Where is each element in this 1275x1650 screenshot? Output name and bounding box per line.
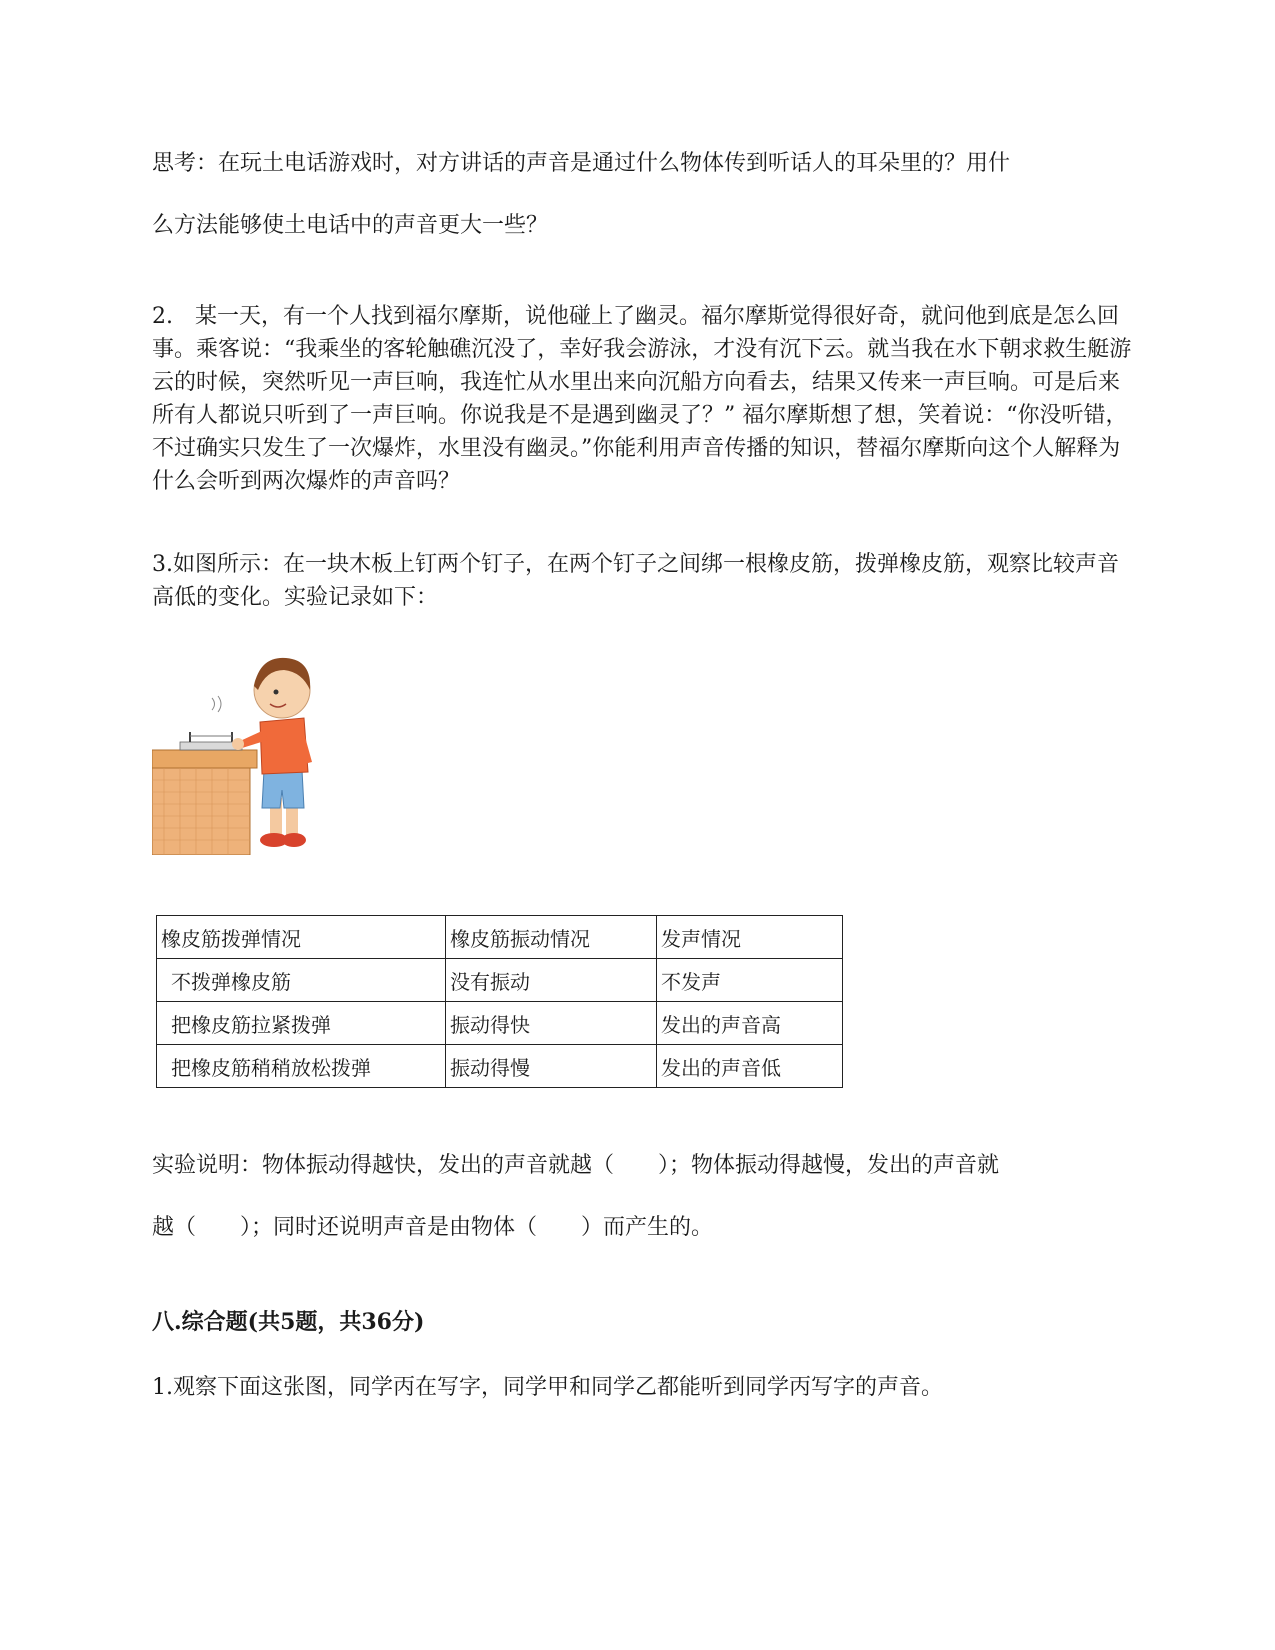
table-header-cell: 发声情况 [657,916,843,959]
section-8-question-1: 1.观察下面这张图，同学丙在写字，同学甲和同学乙都能听到同学丙写字的声音。 [152,1375,943,1400]
experiment-record-table [156,915,843,1088]
table-cell: 没有振动 [446,959,657,1002]
explanation-line-2: 越（ ）；同时还说明声音是由物体（ ）而产生的。 [152,1215,714,1240]
table-cell: 振动得快 [446,1002,657,1045]
table-cell: 振动得慢 [446,1045,657,1088]
table-cell: 把橡皮筋稍稍放松拨弹 [157,1045,446,1088]
illustration-svg [152,650,312,855]
boy-plucking-rubber-band-illustration [152,650,312,855]
table-cell: 把橡皮筋拉紧拨弹 [157,1002,446,1045]
table-cell: 发出的声音低 [657,1045,843,1088]
section-8-heading: 八.综合题(共5题，共36分) [152,1309,425,1335]
table-cell: 不发声 [657,959,843,1002]
table-cell: 不拨弹橡皮筋 [157,959,446,1002]
table-header-row [157,916,843,959]
table-header-cell: 橡皮筋振动情况 [446,916,657,959]
think-question-line-1: 思考：在玩土电话游戏时，对方讲话的声音是通过什么物体传到听话人的耳朵里的？用什 [152,151,1011,176]
question-2-text: 2. 某一天，有一个人找到福尔摩斯，说他碰上了幽灵。福尔摩斯觉得很好奇，就问他到底是怎么回事。乘客说：“我乘坐的客轮触礁沉没了，幸好我会游泳，才没有沉下云。就当我在水下朝求救生艇游云的时候，突然听见一声巨响，我连忙从水里出来向沉船方向看去，结果又传来一声巨响。可是后来所有人都说只听到了一声巨响。你说我是不是遇到幽灵了？” 福尔摩斯想了想，笑着说：“你没听错，不过确实只发生了一次爆炸，水里没有幽灵。”你能利用声音传播的知识，替福尔摩斯向这个人解释为什么会听到两次爆炸的声音吗？ [152,304,1132,494]
table-row [157,1002,843,1045]
table-row [157,1045,843,1088]
table-row [157,959,843,1002]
think-question-line-2: 么方法能够使土电话中的声音更大一些？ [152,213,549,238]
explanation-line-1: 实验说明：物体振动得越快，发出的声音就越（ ）；物体振动得越慢，发出的声音就 [152,1153,1000,1178]
table-header-cell: 橡皮筋拨弹情况 [157,916,446,959]
question-3-text: 3.如图所示：在一块木板上钉两个钉子，在两个钉子之间绑一根橡皮筋，拨弹橡皮筋，观察比较声音高低的变化。实验记录如下： [152,552,1119,610]
table-cell: 发出的声音高 [657,1002,843,1045]
